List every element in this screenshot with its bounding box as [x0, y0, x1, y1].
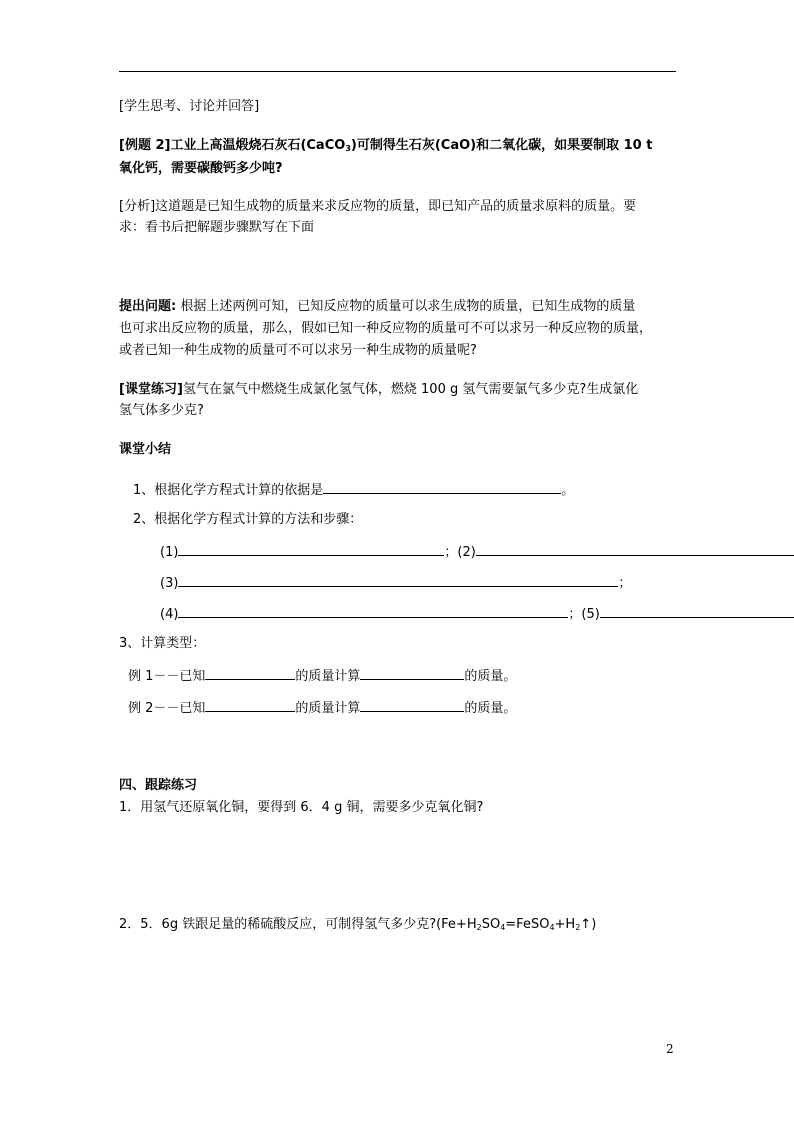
summary-item2: 2、根据化学方程式计算的方法和步骤： [133, 512, 363, 527]
followup-heading: 四、跟踪练习 [119, 778, 198, 793]
blank-ex1-target[interactable] [360, 665, 464, 680]
blank-ex2-target[interactable] [360, 697, 464, 712]
question-label: 提出问题: [119, 299, 177, 314]
steps-row-3: (4) ；(5) [160, 603, 794, 623]
header-rule [119, 71, 676, 72]
blank-ex2-known[interactable] [205, 697, 295, 712]
blank-step5[interactable] [600, 603, 794, 618]
summary-heading: 课堂小结 [119, 442, 172, 457]
followup-q1: 1．用氢气还原氧化铜，要得到 6．4 g 铜，需要多少克氧化铜? [119, 800, 484, 815]
practice-line1: [课堂练习]氢气在氯气中燃烧生成氯化氢气体，燃烧 100 g 氢气需要氯气多少克?生成氯化 [119, 382, 639, 397]
steps-row-1: (1) ；(2) [160, 541, 794, 561]
summary-item1: 1、根据化学方程式计算的依据是 。 [133, 479, 574, 499]
summary-item3: 3、计算类型： [119, 636, 206, 651]
blank-step4[interactable] [178, 603, 568, 618]
example2-line1: [例题 2]工业上高温煅烧石灰石(CaCO$_3$)可制得生石灰(CaO)和二氧化碳，如果要制取 10 t [119, 138, 653, 153]
practice-label: [课堂练习] [119, 382, 183, 397]
practice-line2: 氢气体多少克? [119, 403, 204, 418]
analysis-line2: 求：看书后把解题步骤默写在下面 [119, 220, 315, 235]
calc-type-example2: 例 2－－已知 的质量计算 的质量。 [128, 697, 516, 717]
blank-step2[interactable] [476, 541, 794, 556]
steps-row-2: (3) ； [160, 572, 631, 592]
blank-step1[interactable] [178, 541, 444, 556]
blank-step3[interactable] [178, 572, 618, 587]
question-line3: 或者已知一种生成物的质量可不可以求另一种生成物的质量呢? [119, 343, 477, 358]
analysis-line1: [分析]这道题是已知生成物的质量来求反应物的质量，即已知产品的质量求原料的质量。要 [119, 199, 637, 214]
blank-ex1-known[interactable] [205, 665, 295, 680]
example2-line2: 氧化钙，需要碳酸钙多少吨? [119, 161, 283, 176]
page-number: 2 [666, 1042, 674, 1056]
question-line1: 提出问题: 根据上述两例可知，已知反应物的质量可以求生成物的质量，已知生成物的质量 [119, 299, 636, 314]
student-prompt: [学生思考、讨论并回答] [119, 99, 260, 114]
calc-type-example1: 例 1－－已知 的质量计算 的质量。 [128, 665, 516, 685]
question-line2: 也可求出反应物的质量，那么，假如已知一种反应物的质量可不可以求另一种反应物的质量， [119, 321, 653, 336]
followup-q2: 2．5．6g 铁跟足量的稀硫酸反应，可制得氢气多少克$?(Fe+H_2SO_4=FeSO_4+H_2↑)$ [119, 917, 597, 932]
blank-basis[interactable] [323, 479, 561, 494]
